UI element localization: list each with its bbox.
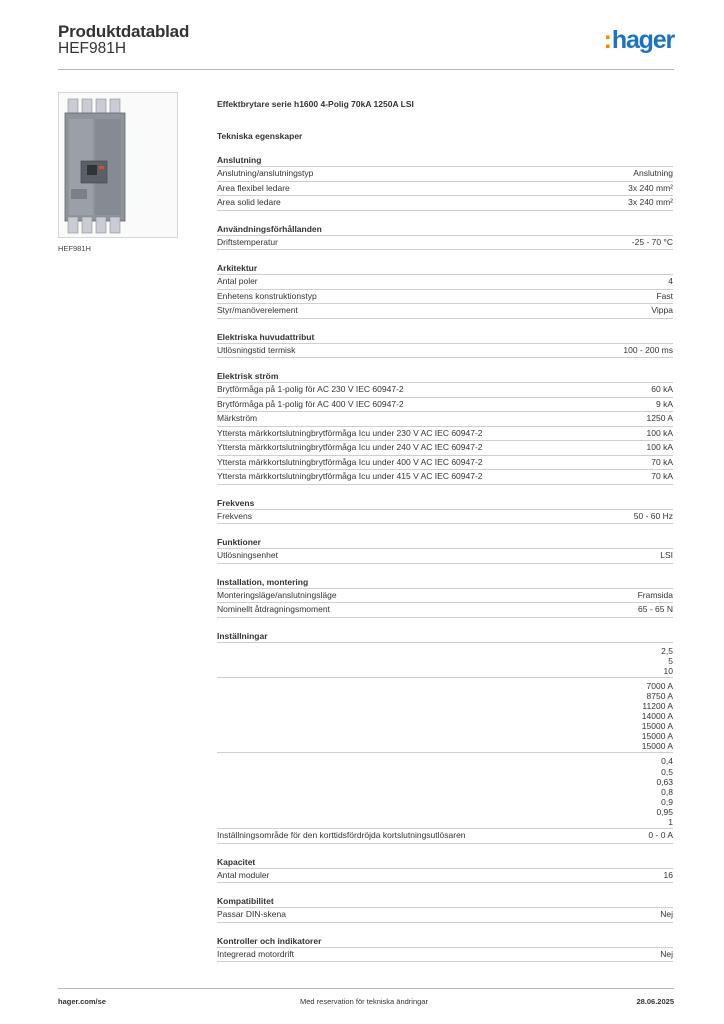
spec-value: Vippa	[651, 305, 673, 315]
section-title: Funktioner	[217, 537, 673, 549]
spec-section	[217, 224, 673, 251]
spec-row	[217, 196, 673, 211]
spec-section	[217, 371, 673, 485]
spec-row	[217, 441, 673, 456]
spec-value-line: 7000 A	[646, 680, 673, 691]
spec-section	[217, 631, 673, 844]
page-header	[58, 20, 674, 68]
spec-row	[217, 589, 673, 604]
spec-label: Inställningsområde för den korttidsfördröjda kortslutningsutlösaren	[217, 830, 466, 841]
spec-row	[217, 829, 673, 844]
spec-label: Monteringsläge/anslutningsläge	[217, 589, 337, 600]
spec-label: Utlösningstid termisk	[217, 344, 296, 355]
spec-label: Yttersta märkkortslutningbrytförmåga Icu under 230 V AC IEC 60947-2	[217, 427, 483, 438]
spec-row	[217, 456, 673, 471]
spec-value: 100 - 200 ms	[623, 344, 673, 355]
spec-value: 100 kA	[646, 442, 673, 452]
spec-label: Area solid ledare	[217, 197, 281, 207]
spec-value: Nej	[660, 909, 673, 920]
section-title: Elektrisk ström	[217, 371, 673, 383]
section-title: Inställningar	[217, 631, 673, 643]
spec-label: Enhetens konstruktionstyp	[217, 290, 317, 301]
spec-label: Yttersta märkkortslutningbrytförmåga Icu under 400 V AC IEC 60947-2	[217, 456, 483, 467]
spec-value-line: 0,5	[661, 766, 673, 777]
spec-label: Yttersta märkkortslutningbrytförmåga Icu under 240 V AC IEC 60947-2	[217, 442, 483, 452]
spec-row	[217, 167, 673, 182]
section-title: Kapacitet	[217, 857, 673, 869]
spec-value: 9 kA	[655, 398, 673, 409]
spec-value-line: 0,63	[656, 776, 673, 787]
section-title: Kompatibilitet	[217, 896, 673, 908]
spec-values	[661, 646, 673, 676]
spec-section	[217, 577, 673, 618]
spec-row	[217, 510, 673, 525]
footer-divider	[58, 988, 674, 989]
spec-row	[217, 470, 673, 485]
spec-value: 3x 240 mm²	[628, 197, 673, 207]
product-name: Effektbrytare serie h1600 4-Polig 70kA 1250A LSI	[217, 99, 414, 109]
section-title: Elektriska huvudattribut	[217, 332, 673, 344]
circuit-breaker-illustration	[59, 93, 177, 237]
spec-content	[217, 98, 673, 962]
spec-value-line: 14000 A	[641, 711, 673, 722]
spec-label: Brytförmåga på 1-polig för AC 400 V IEC 60947-2	[217, 398, 404, 409]
spec-section	[217, 155, 673, 211]
section-title: Användningsförhållanden	[217, 224, 673, 236]
spec-row	[217, 412, 673, 427]
spec-value-line: 11200 A	[642, 700, 673, 711]
spec-value: Fast	[656, 290, 673, 301]
spec-value: 65 - 65 N	[638, 604, 673, 614]
spec-value: 70 kA	[651, 456, 673, 467]
spec-label: Passar DIN-skena	[217, 909, 286, 920]
spec-value: LSI	[660, 550, 673, 560]
spec-row	[217, 427, 673, 442]
spec-section	[217, 936, 673, 963]
spec-label: Driftstemperatur	[217, 236, 278, 247]
footer-note: Med reservation för tekniska ändringar	[300, 997, 428, 1006]
spec-sections	[217, 155, 673, 962]
logo-colon: :	[603, 26, 612, 54]
spec-label: Nominellt åtdragningsmoment	[217, 604, 330, 614]
section-title: Kontroller och indikatorer	[217, 936, 673, 948]
spec-label: Area flexibel ledare	[217, 182, 290, 193]
image-caption: HEF981H	[58, 244, 91, 253]
spec-values	[656, 756, 673, 827]
spec-label: Yttersta märkkortslutningbrytförmåga Icu under 415 V AC IEC 60947-2	[217, 471, 483, 481]
spec-value-line: 2,5	[661, 645, 673, 656]
spec-section	[217, 332, 673, 359]
spec-row	[217, 603, 673, 618]
spec-value-line: 10	[663, 665, 673, 676]
spec-section	[217, 857, 673, 884]
page-footer	[58, 997, 674, 1009]
spec-row	[217, 753, 673, 829]
spec-value: 50 - 60 Hz	[633, 510, 673, 521]
spec-label: Styr/manöverelement	[217, 305, 298, 315]
spec-value: -25 - 70 °C	[631, 236, 673, 247]
section-title: Anslutning	[217, 155, 673, 167]
spec-row	[217, 304, 673, 319]
spec-value-line: 0,8	[661, 786, 673, 797]
spec-section	[217, 498, 673, 525]
spec-row	[217, 275, 673, 290]
footer-date: 28.06.2025	[636, 997, 674, 1006]
spec-value-line: 0,9	[661, 796, 673, 807]
spec-value: Nej	[660, 948, 673, 959]
logo-text: hager	[611, 26, 674, 54]
spec-row	[217, 290, 673, 305]
spec-value-line: 0,95	[656, 806, 673, 817]
spec-row	[217, 869, 673, 884]
section-title: Installation, montering	[217, 577, 673, 589]
spec-value-line: 15000 A	[641, 721, 673, 732]
spec-section	[217, 537, 673, 564]
spec-row	[217, 383, 673, 398]
spec-row	[217, 182, 673, 197]
spec-row	[217, 549, 673, 564]
spec-value: 4	[668, 276, 673, 286]
tech-heading: Tekniska egenskaper	[217, 131, 303, 141]
spec-value-line: 0,4	[661, 756, 673, 767]
spec-label: Integrerad motordrift	[217, 948, 295, 959]
spec-label: Brytförmåga på 1-polig för AC 230 V IEC 60947-2	[217, 384, 404, 394]
spec-section	[217, 896, 673, 923]
spec-row	[217, 643, 673, 678]
product-image	[58, 92, 178, 238]
spec-label: Frekvens	[217, 510, 252, 521]
section-title: Arkitektur	[217, 263, 673, 275]
spec-value-line: 5	[668, 655, 673, 666]
section-title: Frekvens	[217, 498, 673, 510]
spec-section	[217, 263, 673, 319]
spec-value: 3x 240 mm²	[628, 182, 673, 193]
spec-value: Anslutning	[633, 168, 673, 178]
spec-value: 60 kA	[651, 384, 673, 394]
hager-logo	[604, 26, 674, 55]
header-divider	[58, 69, 674, 70]
spec-row	[217, 236, 673, 251]
document-title: Produktdatablad	[58, 22, 190, 41]
spec-value-line: 8750 A	[646, 690, 673, 701]
footer-website: hager.com/se	[58, 997, 106, 1006]
spec-value: 0 - 0 A	[648, 830, 673, 841]
spec-value: 1250 A	[646, 413, 673, 423]
spec-label: Antal poler	[217, 276, 258, 286]
spec-values	[642, 681, 673, 752]
spec-row	[217, 908, 673, 923]
spec-value: Framsida	[637, 589, 673, 600]
spec-value: 16	[663, 869, 673, 880]
spec-label: Anslutning/anslutningstyp	[217, 168, 314, 178]
spec-value-line: 15000 A	[641, 731, 673, 742]
spec-row	[217, 398, 673, 413]
spec-label: Märkström	[217, 413, 258, 423]
spec-label: Antal moduler	[217, 869, 270, 880]
spec-value-line: 15000 A	[641, 741, 673, 752]
product-code: HEF981H	[58, 40, 127, 57]
spec-value-line: 1	[668, 817, 673, 827]
spec-value: 100 kA	[646, 427, 673, 438]
spec-label: Utlösningsenhet	[217, 550, 278, 560]
spec-row	[217, 344, 673, 359]
spec-row	[217, 948, 673, 963]
spec-row	[217, 678, 673, 754]
spec-value: 70 kA	[651, 471, 673, 481]
